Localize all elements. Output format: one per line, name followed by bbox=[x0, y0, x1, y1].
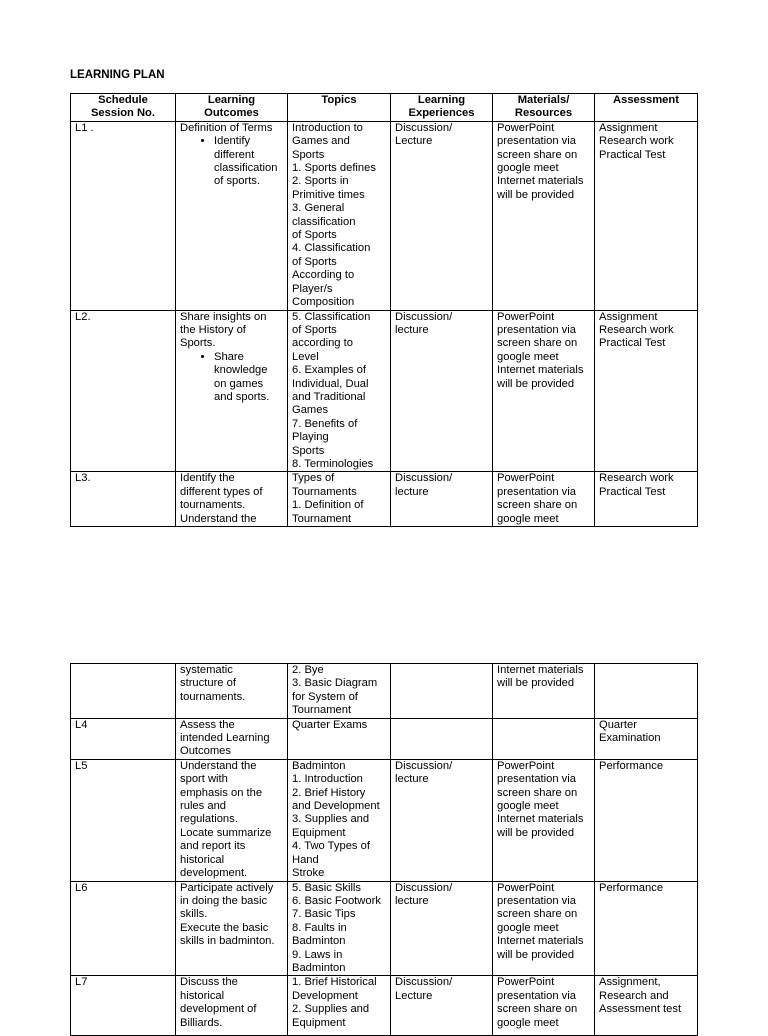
experiences-cell: Discussion/ lecture bbox=[391, 759, 493, 881]
outcomes-cell: Assess the intended Learning Outcomes bbox=[176, 718, 288, 759]
topics-cell: 5. Classification of Sports according to Level 6. Examples of Individual, Dual and Traditional Games 7. Benefits of Playing Sports 8. Terminologies bbox=[288, 310, 391, 472]
experiences-cell bbox=[391, 718, 493, 759]
table-row bbox=[71, 759, 698, 881]
session-cell: L5 bbox=[71, 759, 176, 881]
experiences-cell: Discussion/ Lecture bbox=[391, 976, 493, 1036]
outcome-bullet-list bbox=[180, 135, 283, 189]
session-cell: L3. bbox=[71, 472, 176, 527]
session-cell: L7 bbox=[71, 976, 176, 1036]
materials-cell: PowerPoint presentation via screen share on google meet Internet materials will be provided bbox=[493, 310, 595, 472]
outcomes-cell: Definition of Terms • Identify different classification of sports. bbox=[176, 121, 288, 310]
session-cell: L4 bbox=[71, 718, 176, 759]
header-topics: Topics bbox=[288, 94, 391, 122]
table-header-row bbox=[71, 94, 698, 122]
outcome-bullet: • Share knowledge on games and sports. bbox=[214, 351, 283, 405]
outcomes-cell: Discuss the historical development of Billiards. bbox=[176, 976, 288, 1036]
topics-cell: 1. Brief Historical Development 2. Supplies and Equipment bbox=[288, 976, 391, 1036]
table-row bbox=[71, 881, 698, 976]
assessment-cell: Assignment Research work Practical Test bbox=[595, 121, 698, 310]
outcomes-cell: Understand the sport with emphasis on the rules and regulations. Locate summarize and report its historical development. bbox=[176, 759, 288, 881]
table-row bbox=[71, 121, 698, 310]
header-experiences: Learning Experiences bbox=[391, 94, 493, 122]
header-assessment: Assessment bbox=[595, 94, 698, 122]
header-outcomes: Learning Outcomes bbox=[176, 94, 288, 122]
assessment-cell: Research work Practical Test bbox=[595, 472, 698, 527]
outcome-bullet: • Identify different classification of sports. bbox=[214, 135, 283, 189]
topics-cell: Types of Tournaments 1. Definition of Tournament bbox=[288, 472, 391, 527]
session-cell: L1 . bbox=[71, 121, 176, 310]
materials-cell: PowerPoint presentation via screen share on google meet Internet materials will be provided bbox=[493, 121, 595, 310]
experiences-cell: Discussion/ lecture bbox=[391, 472, 493, 527]
assessment-cell: Performance bbox=[595, 759, 698, 881]
assessment-cell bbox=[595, 664, 698, 719]
topics-cell: 5. Basic Skills 6. Basic Footwork 7. Basic Tips 8. Faults in Badminton 9. Laws in Badminton bbox=[288, 881, 391, 976]
experiences-cell: Discussion/ lecture bbox=[391, 881, 493, 976]
session-cell bbox=[71, 664, 176, 719]
topics-cell: Introduction to Games and Sports 1. Sports defines 2. Sports in Primitive times 3. General classification of Sports 4. Classification of Sports According to Player/s Composition bbox=[288, 121, 391, 310]
experiences-cell bbox=[391, 664, 493, 719]
table-row bbox=[71, 310, 698, 472]
header-materials: Materials/ Resources bbox=[493, 94, 595, 122]
materials-cell bbox=[493, 718, 595, 759]
materials-cell: Internet materials will be provided bbox=[493, 664, 595, 719]
assessment-cell: Assignment Research work Practical Test bbox=[595, 310, 698, 472]
materials-cell: PowerPoint presentation via screen share on google meet bbox=[493, 472, 595, 527]
session-cell: L2. bbox=[71, 310, 176, 472]
materials-cell: PowerPoint presentation via screen share on google meet Internet materials will be provided bbox=[493, 881, 595, 976]
table-row bbox=[71, 718, 698, 759]
topics-cell: 2. Bye 3. Basic Diagram for System of Tournament bbox=[288, 664, 391, 719]
assessment-cell: Quarter Examination bbox=[595, 718, 698, 759]
assessment-cell: Assignment, Research and Assessment test bbox=[595, 976, 698, 1036]
topics-cell: Quarter Exams bbox=[288, 718, 391, 759]
topics-cell: Badminton 1. Introduction 2. Brief History and Development 3. Supplies and Equipment 4. Two Types of Hand Stroke bbox=[288, 759, 391, 881]
outcomes-cell: Identify the different types of tournaments. Understand the bbox=[176, 472, 288, 527]
learning-plan-table-continued bbox=[70, 663, 698, 1036]
session-cell: L6 bbox=[71, 881, 176, 976]
assessment-cell: Performance bbox=[595, 881, 698, 976]
outcomes-cell: systematic structure of tournaments. bbox=[176, 664, 288, 719]
table-row bbox=[71, 472, 698, 527]
materials-cell: PowerPoint presentation via screen share on google meet Internet materials will be provided bbox=[493, 759, 595, 881]
outcome-bullet-list bbox=[180, 351, 283, 405]
experiences-cell: Discussion/ lecture bbox=[391, 310, 493, 472]
page-title: LEARNING PLAN bbox=[70, 69, 165, 81]
experiences-cell: Discussion/ Lecture bbox=[391, 121, 493, 310]
outcomes-cell: Share insights on the History of Sports. • Share knowledge on games and sports. bbox=[176, 310, 288, 472]
table-row bbox=[71, 976, 698, 1036]
materials-cell: PowerPoint presentation via screen share on google meet bbox=[493, 976, 595, 1036]
table-row bbox=[71, 664, 698, 719]
learning-plan-table bbox=[70, 93, 698, 527]
header-schedule: Schedule Session No. bbox=[71, 94, 176, 122]
outcomes-cell: Participate actively in doing the basic skills. Execute the basic skills in badminton. bbox=[176, 881, 288, 976]
